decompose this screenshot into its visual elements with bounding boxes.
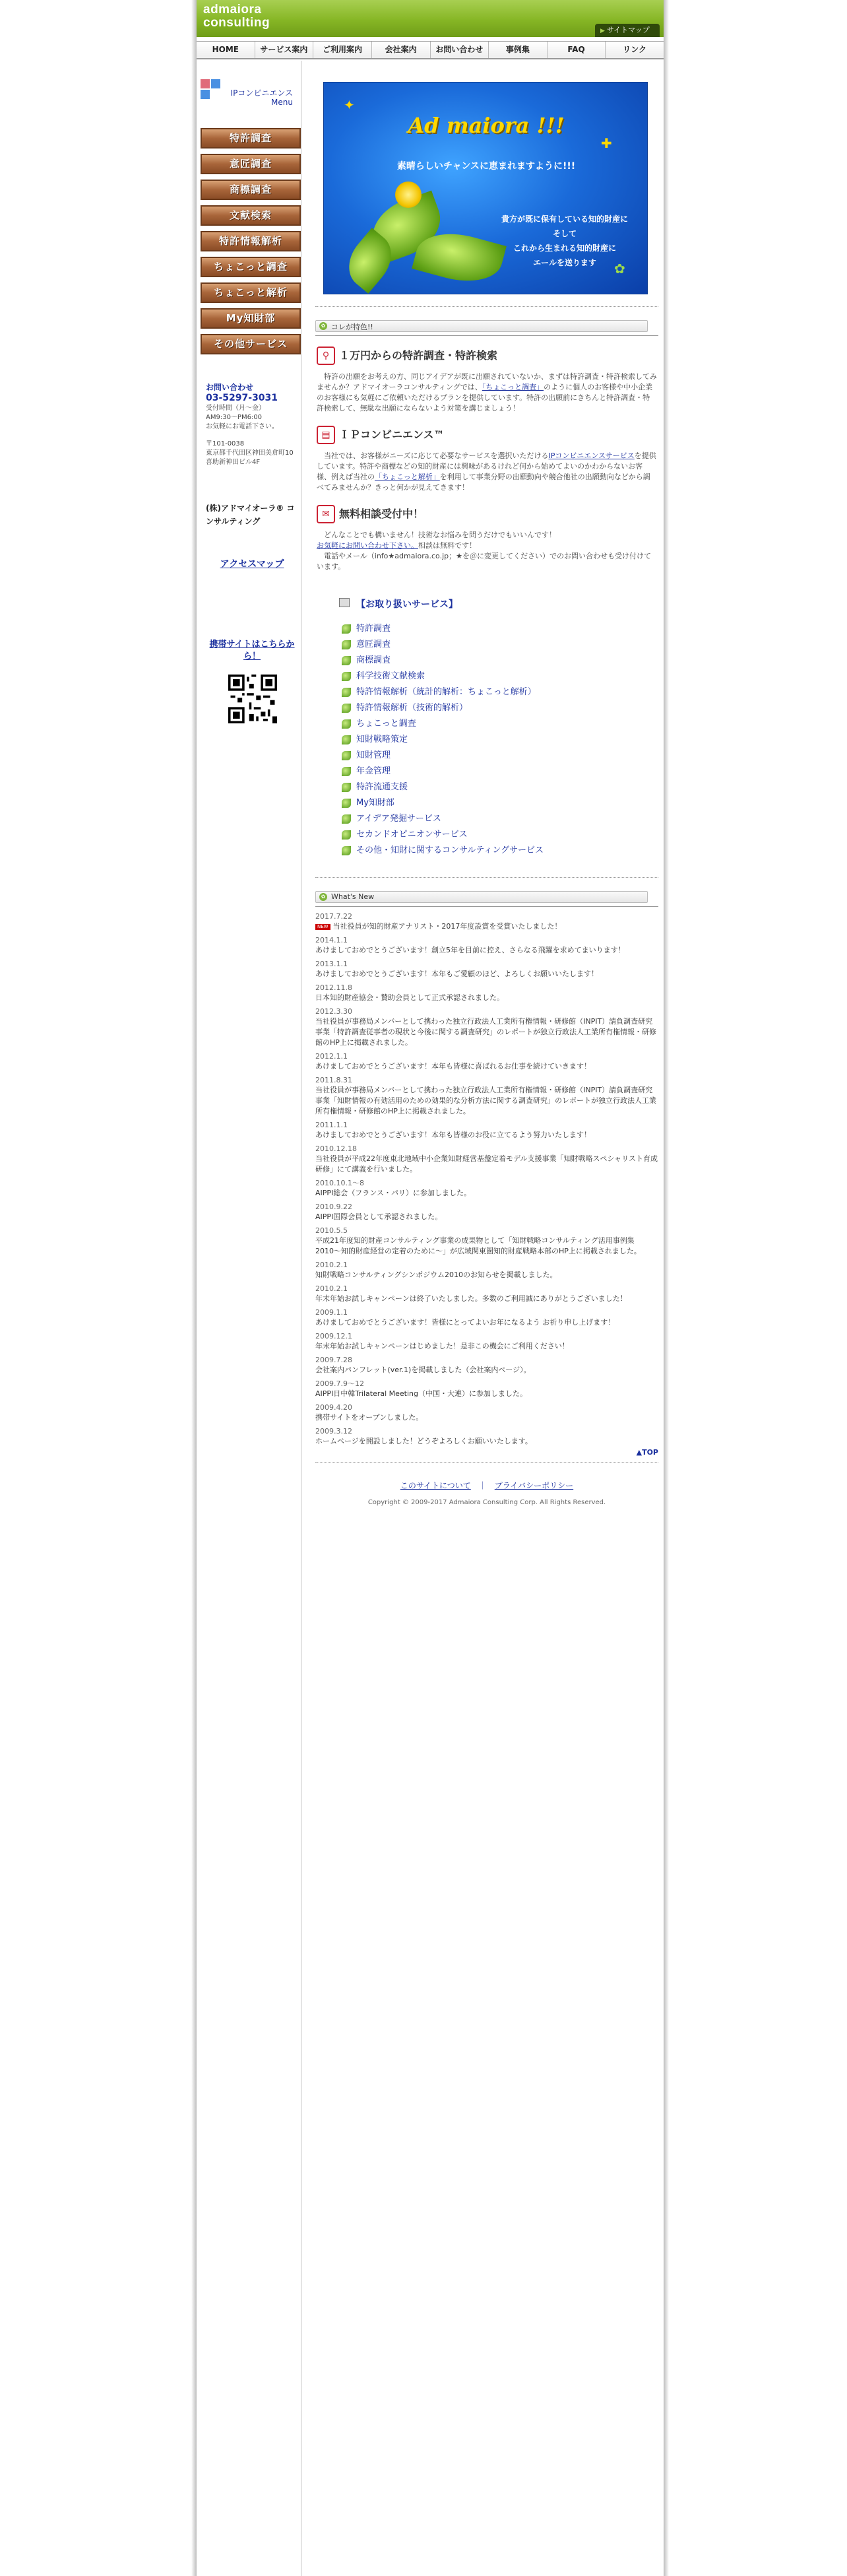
- news-date: 2012.11.8: [315, 983, 352, 992]
- sidebar: [197, 61, 302, 2576]
- about-site-link[interactable]: このサイトについて: [400, 1481, 471, 1490]
- banner-message-line: これから生まれる知的財産に: [513, 244, 616, 253]
- news-text-body: 年末年始お試しキャンペーンはじめました！是非この機会にご利用ください！: [315, 1342, 569, 1350]
- features-header-label: コレが特色!!: [331, 323, 373, 331]
- news-date: 2010.2.1: [315, 1284, 348, 1293]
- banner-subtitle: 素晴らしいチャンスに恵まれますように!!!: [396, 161, 576, 172]
- news-text-body: 当社役員が平成22年度東北地域中小企業知財経営基盤定着モデル支援事業「知財戦略スペシャリスト育成研修」にて講義を行いました。: [315, 1154, 658, 1173]
- feature-text-part: を提供しています。特許や商標などの知的財産には興味があるけれど何から始めてよいのかわからないお客様、例えば当社の: [317, 451, 656, 481]
- service-item[interactable]: [339, 795, 658, 811]
- ipc-menu-label: IPコンビニエンス Menu: [230, 88, 293, 107]
- side-menu: [201, 128, 301, 360]
- banner-message-line: そして: [552, 229, 577, 238]
- menu-chokotto-analysis[interactable]: ちょこっと解析: [201, 282, 301, 303]
- service-item[interactable]: [339, 621, 658, 637]
- nav-company[interactable]: 会社案内: [372, 42, 431, 58]
- leaf-icon: [342, 624, 351, 634]
- news-text-body: 平成21年度知的財産コンサルティング事業の成果物として「知財戦略コンサルティング活用事例集2010〜知的財産経営の定着のために〜」が広域関東圏知的財産戦略本部のHP上に掲載されました。: [315, 1236, 641, 1255]
- chokotto-analysis-link[interactable]: 「ちょこっと解析」: [375, 473, 440, 481]
- service-item[interactable]: [339, 669, 658, 684]
- features-header: [315, 320, 658, 336]
- banner-wrap: [315, 66, 658, 301]
- contact-title: お問い合わせ: [206, 383, 254, 392]
- feature-free-consult: [315, 505, 658, 572]
- service-label: その他・知財に関するコンサルティングサービス: [356, 845, 544, 855]
- mail-icon: ✉: [317, 505, 335, 523]
- service-label: 特許情報解析（技術的解析）: [356, 703, 468, 713]
- menu-other-services[interactable]: その他サービス: [201, 334, 301, 354]
- news-list: [315, 912, 658, 1447]
- feature-text-part: どんなことでも構いません！技術なお悩みを問うだけでもいいんです！: [317, 531, 556, 539]
- divider: [315, 306, 658, 307]
- service-label: 知財戦略策定: [356, 735, 408, 744]
- page-shadow-left: [191, 0, 197, 2576]
- folder-icon: [339, 598, 350, 607]
- news-text: [315, 1365, 658, 1375]
- logo-line1: admaiora: [203, 3, 262, 17]
- service-label: 科学技術文献検索: [356, 671, 425, 681]
- services-title: [339, 597, 658, 611]
- sitemap-label: サイトマップ: [606, 26, 650, 34]
- square-icon: [211, 79, 220, 88]
- feature-text-part: 当社では、お客様がニーズに応じて必要なサービスを選択いただける: [317, 451, 549, 460]
- service-label: セカンドオピニオンサービス: [356, 830, 468, 840]
- news-text-body: あけましておめでとうございます！本年もご愛顧のほど、よろしくお願いいたします！: [315, 970, 598, 978]
- news-text: [315, 1341, 658, 1352]
- leaf-icon: [342, 751, 351, 760]
- feature-title: 無料相談受付中！: [339, 508, 424, 520]
- news-text: [315, 1212, 658, 1222]
- service-label: 年金管理: [356, 766, 391, 776]
- service-item[interactable]: [339, 827, 658, 843]
- contact-box: [206, 383, 298, 467]
- news-text-body: 会社案内パンフレット(ver.1)を掲載しました（会社案内ページ）。: [315, 1366, 531, 1374]
- service-label: 特許流通支援: [356, 782, 408, 792]
- square-icon: [201, 79, 210, 88]
- news-text: [315, 1188, 658, 1199]
- sitemap-link[interactable]: [595, 24, 660, 37]
- news-date: 2009.12.1: [315, 1332, 352, 1340]
- news-date: 2009.3.12: [315, 1427, 352, 1436]
- service-item[interactable]: [339, 764, 658, 779]
- hero-banner: [323, 82, 648, 294]
- feature-patent-search: [315, 347, 658, 414]
- news-text-body: あけましておめでとうございます！創立5年を目前に控え、さらなる飛躍を求めてまいります！: [315, 946, 625, 954]
- back-to-top-link[interactable]: ▲TOP: [636, 1448, 658, 1457]
- header: [197, 0, 664, 37]
- news-text-body: あけましておめでとうございます！本年も皆様に喜ばれるお仕事を続けていきます！: [315, 1062, 591, 1071]
- main-content: [315, 66, 658, 1506]
- service-item[interactable]: [339, 716, 658, 732]
- news-date: 2009.7.28: [315, 1356, 352, 1364]
- service-item[interactable]: [339, 684, 658, 700]
- sparkle-icon: ✦: [344, 97, 355, 113]
- news-text: [315, 1061, 658, 1072]
- banner-message-line: 貴方が既に保有している知的財産に: [501, 215, 628, 224]
- nav-guide[interactable]: ご利用案内: [313, 42, 372, 58]
- contact-time: AM9:30〜PM6:00: [206, 414, 263, 421]
- news-text-body: 日本知的財産協会・賛助会員として正式承認されました。: [315, 993, 504, 1002]
- contact-note: お気軽にお電話下さい。: [206, 423, 278, 430]
- leaf-icon: [342, 704, 351, 713]
- page-shadow-right: [664, 0, 669, 2576]
- sparkle-icon: ✚: [601, 135, 612, 151]
- divider: [315, 877, 658, 878]
- news-date: 2010.9.22: [315, 1203, 352, 1211]
- feature-text-part: 相談は無料です！: [418, 541, 476, 550]
- service-label: アイデア発掘サービス: [356, 814, 441, 824]
- triangle-right-icon: ▶: [600, 28, 605, 34]
- sparkle-icon: ✿: [614, 261, 625, 277]
- service-item[interactable]: [339, 779, 658, 795]
- feature-ip-convenience: [315, 426, 658, 493]
- global-nav: [197, 41, 664, 59]
- divider: [315, 1462, 658, 1463]
- leaf-icon: [342, 719, 351, 729]
- leaf-icon: [342, 799, 351, 808]
- leaf-icon: [342, 688, 351, 697]
- banner-message-line: エールを送ります: [533, 258, 596, 267]
- news-text-body: AIPPI国際会員として承認されました。: [315, 1212, 443, 1221]
- service-item[interactable]: [339, 653, 658, 669]
- leaf-icon: [342, 656, 351, 665]
- news-text: [315, 921, 658, 932]
- menu-my-ip-dept[interactable]: My知財部: [201, 308, 301, 329]
- services-list: [339, 597, 658, 859]
- news-text-body: ホームページを開設しました！どうぞよろしくお願いいたします。: [315, 1437, 532, 1445]
- address-line2: 喜助新神田ビル4F: [206, 459, 261, 466]
- news-date: 2010.5.5: [315, 1226, 348, 1235]
- privacy-policy-link[interactable]: プライバシーポリシー: [494, 1481, 574, 1490]
- news-date: 2009.1.1: [315, 1308, 348, 1317]
- news-date: 2014.1.1: [315, 936, 348, 944]
- menu-literature-search[interactable]: 文献検索: [201, 205, 301, 226]
- service-label: ちょこっと調査: [356, 719, 416, 729]
- footer-separator: ｜: [478, 1481, 487, 1490]
- leaf-icon: ✿: [319, 893, 327, 901]
- nav-contact[interactable]: お問い合わせ: [431, 42, 489, 58]
- menu-design-search[interactable]: 意匠調査: [201, 154, 301, 174]
- news-date: 2011.1.1: [315, 1121, 348, 1129]
- leaf-icon: [342, 735, 351, 744]
- service-item[interactable]: [339, 811, 658, 827]
- news-date: 2010.10.1〜8: [315, 1179, 364, 1187]
- feature-text-part: のように個人のお客様や中小企業のお客様にも気軽にご依頼いただけるプランを提供しています。特許の出願前にきちんと特許調査・特許検索して、無駄な出願にならないよう対策を講じましょう！: [317, 383, 653, 413]
- leaf-icon: ✿: [319, 322, 327, 330]
- news-date: 2009.7.9〜12: [315, 1379, 364, 1388]
- nav-services[interactable]: サービス案内: [255, 42, 314, 58]
- nav-links[interactable]: リンク: [606, 42, 664, 58]
- feature-text: [315, 372, 658, 414]
- news-text: [315, 969, 658, 979]
- access-map-link[interactable]: アクセスマップ: [220, 559, 284, 570]
- banner-message: [489, 212, 641, 270]
- store-icon: ▤: [317, 426, 335, 444]
- news-text: [315, 1436, 658, 1447]
- news-text: [315, 1270, 658, 1280]
- leaf-icon: [342, 846, 351, 855]
- news-text-body: 年末年始お試しキャンペーンは終了いたしました。多数のご利用誠にありがとうございました！: [315, 1294, 627, 1303]
- banner-title: Ad maiora !!!: [408, 113, 565, 138]
- news-text-body: 携帯サイトをオープンしました。: [315, 1413, 424, 1422]
- news-text: [315, 1236, 658, 1257]
- address-line1: 東京都千代田区神田美倉町10: [206, 449, 294, 457]
- menu-patent-analysis[interactable]: 特許情報解析: [201, 231, 301, 251]
- feature-text: [315, 530, 658, 572]
- contact-phone[interactable]: 03-5297-3031: [206, 393, 278, 403]
- company-name: (株)アドマイオーラ® コンサルティング: [206, 504, 295, 526]
- news-text: [315, 1085, 658, 1117]
- news-text-body: 当社役員が事務局メンバーとして携わった独立行政法人工業所有権情報・研修館（INPIT）請負調査研究事業「知財情報の有効活用のための効果的な分析方法に関する調査研究」のレポートが独立行政法人工業所有権情報・研修館のHP上に掲載されました。: [315, 1086, 656, 1115]
- news-header-label: What's New: [331, 892, 375, 901]
- service-label: My知財部: [356, 798, 394, 808]
- news-text: [315, 1317, 658, 1328]
- news-text-body: 当社役員が事務局メンバーとして携わった独立行政法人工業所有権情報・研修館（INPIT）請負調査研究事業「特許調査従事者の現状と今後に関する調査研究」のレポートが独立行政法人工業所有権情報・研修館のHP上に掲載されました。: [315, 1017, 656, 1047]
- news-header: [315, 891, 658, 907]
- leaf-icon: [342, 814, 351, 824]
- news-text-body: あけましておめでとうございます！本年も皆様のお役に立てるよう努力いたします！: [315, 1131, 591, 1139]
- service-label: 知財管理: [356, 750, 391, 760]
- feature-text-part: 特許の出願をお考えの方、同じアイデアが既に出願されていないか、まずは特許調査・特許検索してみませんか？アドマイオーラコンサルティングでは、: [317, 372, 658, 391]
- menu-trademark-search[interactable]: 商標調査: [201, 180, 301, 200]
- contact-link[interactable]: お気軽にお問い合わせ下さい。: [317, 541, 418, 550]
- news-date: 2012.1.1: [315, 1052, 348, 1061]
- news-date: 2012.3.30: [315, 1007, 352, 1016]
- flower-image: [395, 182, 422, 208]
- chokotto-search-link[interactable]: 「ちょこっと調査」: [482, 383, 544, 391]
- feature-text: [315, 451, 658, 493]
- service-item[interactable]: [339, 732, 658, 748]
- service-label: 特許情報解析（統計的解析：ちょこっと解析）: [356, 687, 536, 697]
- service-label: 商標調査: [356, 655, 391, 665]
- magnifier-icon: ⚲: [317, 347, 335, 365]
- page: [197, 0, 664, 2576]
- footer: [315, 1480, 658, 1506]
- service-item[interactable]: [339, 843, 658, 859]
- feature-text-part: を利用して事業分野の出願動向や競合他社の出願動向などから調べてみませんか？きっと何かが見えてきます！: [317, 473, 650, 492]
- new-badge: NEW: [315, 924, 330, 930]
- menu-patent-search[interactable]: 特許調査: [201, 128, 301, 149]
- menu-chokotto-search[interactable]: ちょこっと調査: [201, 257, 301, 277]
- ip-convenience-link[interactable]: IPコンビニエンスサービス: [548, 451, 635, 460]
- nav-cases[interactable]: 事例集: [489, 42, 548, 58]
- news-text-body: 知財戦略コンサルティングシンポジウム2010のお知らせを掲載しました。: [315, 1271, 557, 1279]
- address-zip: 〒101-0038: [206, 440, 245, 447]
- footer-links: [315, 1480, 658, 1491]
- news-text: [315, 1294, 658, 1304]
- square-icon: [201, 90, 210, 99]
- news-text-body: AIPPI日中韓Trilateral Meeting（中国・大連）に参加しました。: [315, 1389, 528, 1398]
- news-text-body: 当社役員が知的財産アナリスト・2017年度設賞を受賞いたしました！: [332, 922, 562, 931]
- service-label: 特許調査: [356, 624, 391, 634]
- news-date: 2013.1.1: [315, 960, 348, 968]
- nav-faq[interactable]: FAQ: [548, 42, 606, 58]
- news-text-body: AIPPI総会（フランス・パリ）に参加しました。: [315, 1189, 471, 1197]
- service-item[interactable]: [339, 748, 658, 764]
- service-label: 意匠調査: [356, 640, 391, 649]
- news-date: 2010.12.18: [315, 1144, 357, 1153]
- site-logo[interactable]: [203, 3, 270, 30]
- service-item[interactable]: [339, 700, 658, 716]
- services-title-label: 【お取り扱いサービス】: [356, 599, 458, 610]
- feature-title: １万円からの特許調査・特許検索: [339, 349, 498, 362]
- news-text: [315, 1130, 658, 1140]
- service-item[interactable]: [339, 637, 658, 653]
- feature-text-part: 電話やメール（info★admaiora.co.jp；★を＠に変更してください）でのお問い合わせも受け付けています。: [317, 552, 651, 571]
- feature-title: ＩＰコンビニエンス™: [339, 428, 445, 441]
- nav-home[interactable]: HOME: [197, 42, 255, 58]
- leaf-icon: [342, 783, 351, 792]
- news-text: [315, 1412, 658, 1423]
- news-date: 2010.2.1: [315, 1261, 348, 1269]
- news-text-body: あけましておめでとうございます！皆様にとってよいお年になるよう お祈り申し上げます！: [315, 1318, 615, 1327]
- contact-hours: 受付時間（月〜金）: [206, 405, 265, 412]
- leaf-icon: [342, 767, 351, 776]
- news-text: [315, 1154, 658, 1175]
- copyright: Copyright © 2009-2017 Admaiora Consulting Corp. All Rights Reserved.: [367, 1499, 606, 1506]
- leaf-icon: [342, 640, 351, 649]
- logo-line2: consulting: [203, 16, 270, 30]
- news-text: [315, 993, 658, 1003]
- news-date: 2009.4.20: [315, 1403, 352, 1412]
- news-text: [315, 1389, 658, 1399]
- qr-code: [228, 675, 277, 723]
- news-text: [315, 945, 658, 956]
- news-text: [315, 1016, 658, 1048]
- leaf-icon: [342, 672, 351, 681]
- mobile-site-link[interactable]: 携帯サイトはこちらから！: [209, 640, 295, 661]
- news-date: 2017.7.22: [315, 912, 352, 921]
- leaf-icon: [342, 830, 351, 840]
- news-date: 2011.8.31: [315, 1076, 352, 1084]
